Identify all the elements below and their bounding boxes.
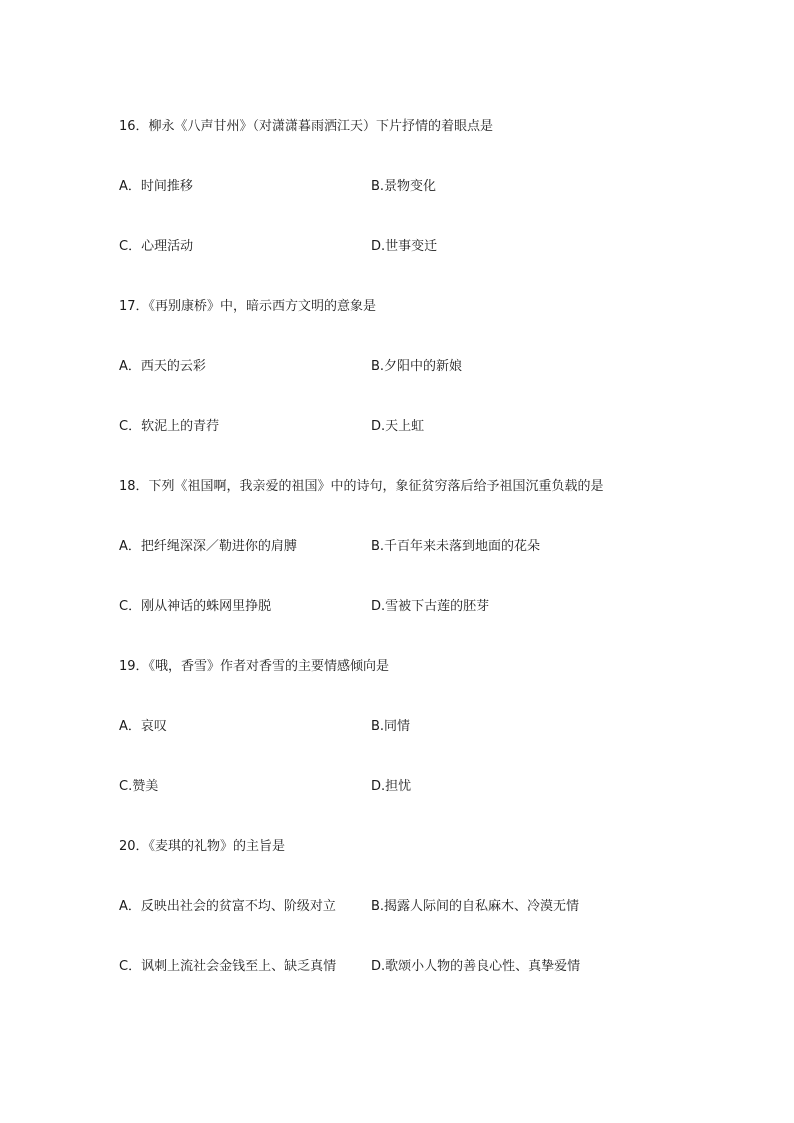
question-18-option-a: A．把纤绳深深／勒进你的肩膊 [119,539,297,554]
question-18-option-d: D.雪被下古莲的胚芽 [371,599,490,614]
question-16-stem: 16．柳永《八声甘州》（对潇潇暮雨洒江天）下片抒情的着眼点是 [119,119,494,134]
question-18-option-c: C．刚从神话的蛛网里挣脱 [119,599,272,614]
question-19-option-c: C.赞美 [119,779,159,794]
question-20-option-c: C．讽刺上流社会金钱至上、缺乏真情 [119,959,337,974]
question-16-option-a: A．时间推移 [119,179,193,194]
question-19-option-b: B.同情 [371,719,411,734]
question-16-option-d: D.世事变迁 [371,239,438,254]
question-18-stem: 18．下列《祖国啊，我亲爱的祖国》中的诗句，象征贫穷落后给予祖国沉重负载的是 [119,479,604,494]
question-17-option-a: A．西天的云彩 [119,359,206,374]
question-17-option-c: C．软泥上的青荇 [119,419,220,434]
question-19-option-d: D.担忧 [371,779,412,794]
question-16-option-c: C．心理活动 [119,239,194,254]
question-18-option-b: B.千百年来未落到地面的花朵 [371,539,541,554]
question-17-option-b: B.夕阳中的新娘 [371,359,463,374]
question-17-stem: 17．《再别康桥》中，暗示西方文明的意象是 [119,299,377,314]
question-20-stem: 20．《麦琪的礼物》的主旨是 [119,839,286,854]
question-19-stem: 19．《哦，香雪》作者对香雪的主要情感倾向是 [119,659,390,674]
question-20-option-a: A．反映出社会的贫富不均、阶级对立 [119,899,336,914]
question-16-option-b: B.景物变化 [371,179,437,194]
question-17-option-d: D.天上虹 [371,419,425,434]
question-20-option-d: D.歌颂小人物的善良心性、真挚爱情 [371,959,581,974]
question-20-option-b: B.揭露人际间的自私麻木、冷漠无情 [371,899,580,914]
question-19-option-a: A．哀叹 [119,719,167,734]
